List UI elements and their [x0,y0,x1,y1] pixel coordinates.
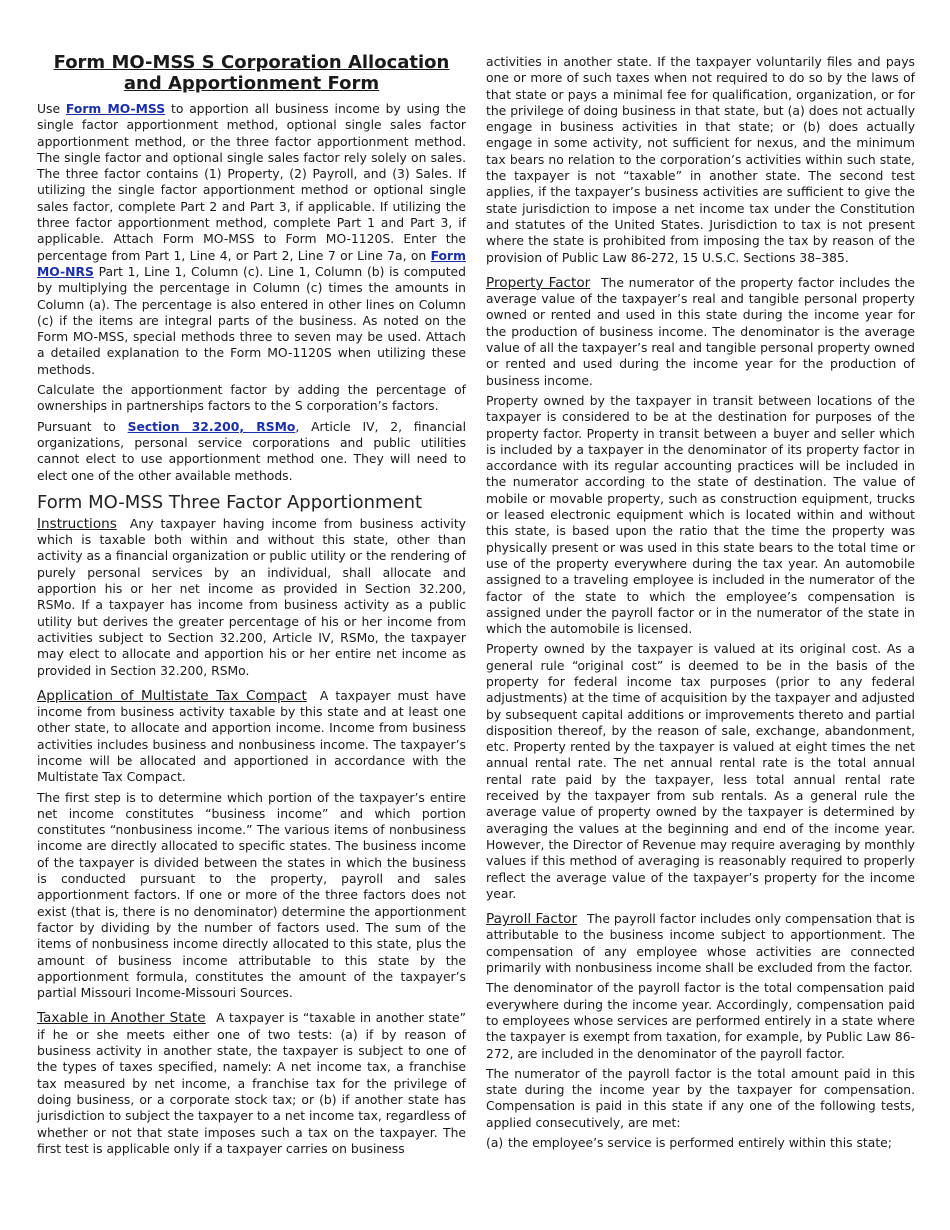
payroll-factor-text: The payroll factor includes only compensation that is attributable to the business income subject to apportionment. The compensation of any employee whose activities are connected primarily with nonbusiness income shall be excluded from the factor. [486,912,915,976]
instructions-paragraph [37,516,466,679]
list-item-label: (a) [486,1136,504,1150]
taxable-paragraph [37,1010,466,1157]
instructions-subheading: Instructions [37,515,117,532]
property-transit-paragraph: Property owned by the taxpayer in transit between locations of the taxpayer is considered to be at the destination for purposes of the property factor. Property in transit between a buyer and seller which is included by a taxpayer in the denominator of its property factor in accordance with its regular accounting practices will be included in the numerator according to the state of destination. The value of mobile or movable property, such as construction equipment, trucks or leased electronic equipment which is located within and without this state, is based upon the ratio that the time the property was physically present or was used in this state bears to the total time or use of the property everywhere during the tax year. An automobile assigned to a traveling employee is included in the numerator of the factor of the state to which the employee’s compensation is assigned under the payroll factor or in the numerator of the state in which the automobile is licensed. [486,393,915,637]
intro-text-start: Use [37,102,66,116]
property-factor-paragraph [486,275,915,389]
property-valuation-paragraph: Property owned by the taxpayer is valued at its original cost. As a general rule “original cost” is deemed to be in the basis of the property for federal income tax purposes (prior to any federal adjustments) at the time of acquisition by the taxpayer and adjusted by subsequent capital additions or improvements thereto and partial disposition thereof, by the reason of sale, exchange, abandonment, etc. Property rented by the taxpayer is valued at eight times the net annual rental rate. The net annual rental rate is the total annual rental rate paid by the taxpayer, less total annual rental rate received by the taxpayer from sub rentals. As a general rule the average value of property owned by the taxpayer is determined by averaging the values at the beginning and end of the income year. However, the Director of Revenue may require averaging by monthly values if this method of averaging is reasonably required to properly reflect the average value of the taxpayer’s property for the income year. [486,642,915,901]
intro-text-middle: to apportion all business income by using the single factor apportionment method, optional single sales factor apportionment method, or the three factor apportionment method. The single factor and optional single sales factor rely solely on sales. The three factor contains (1) Property, (2) Payroll, and (3) Sales. If utilizing the single factor apportionment method or optional single sales factor, complete Part 2 and Part 3, if applicable. If utilizing the three factor apportionment method, complete Part 1 and Part 3, if applicable. Attach Form MO-MSS to Form MO-1120S. Enter the percentage from Part 1, Line 4, or Part 2, Line 7 or Line 7a, on [37,102,467,263]
pursuant-text-start: Pursuant to [37,419,128,434]
list-item [486,1135,915,1151]
pursuant-text-end: , Article IV, 2, financial organizations, personal service corporations and public utilities cannot elect to use apportionment method one. They will need to elect one of the other available methods. [37,419,466,483]
first-step-paragraph: The first step is to determine which portion of the taxpayer’s entire net income constitutes “business income” and which portion constitutes “nonbusiness income.” The various items of nonbusiness income are directly allocated to specific states. The business income of the taxpayer is divided between the states in which the business is conducted pursuant to the property, payroll and sales apportionment factors. If one or more of the three factors does not exist (that is, there is no denominator) determine the apportionment factor by dividing by the number of factors used. The sum of the items of nonbusiness income directly allocated to this state, plus the amount of business income attributable to this state by the apportionment formula, constitutes the amount of the taxpayer’s partial Missouri Income-Missouri Sources. [37,790,466,1001]
page-title-line-2: and Apportionment Form [123,73,380,94]
partnership-paragraph: Calculate the apportionment factor by adding the percentage of ownerships in partnerships factors to the S corporation’s factors. [37,383,466,414]
property-factor-subheading: Property Factor [486,274,591,291]
taxable-subheading: Taxable in Another State [37,1010,206,1027]
instructions-text: Any taxpayer having income from business activity which is taxable both within and without this state, other than activity as a financial organization or public utility or the rendering of purely personal services by an individual, shall allocate and apportion his or her net income as provided in Section 32.200, RSMo. If a taxpayer has income from business activity as a public utility but derives the greater percentage of his or her income from activities subject to Section 32.200, Article IV, RSMo, the taxpayer may elect to allocate and apportion his or her entire net income as provided in Section 32.200, RSMo. [37,516,466,678]
right-column [486,54,915,1151]
list-item-text: the employee’s service is performed entirely within this state; [508,1136,892,1150]
intro-paragraph [37,101,466,378]
taxable-text: A taxpayer is “taxable in another state” if he or she meets either one of two tests: (a) if by reason of business activity in another state, the taxpayer is subject to one of the types of taxes specified, namely: A net income tax, a franchise tax measured by net income, a franchise tax for the privilege of doing business, or a corporate stock tax; or (b) if another state has jurisdiction to subject the taxpayer to a net income tax, regardless of whether or not that state imposes such a tax on the taxpayer. The first test is applicable only if a taxpayer carries on business [37,1011,466,1156]
intro-text-end: Part 1, Line 1, Column (c). Line 1, Column (b) is computed by multiplying the percentage in Column (c) times the amounts in Column (a). The percentage is also entered in other lines on Column (c) if the items are integral parts of the business. As noted on the Form MO-MSS, special methods three to seven may be used. Attach a detailed explanation to the Form MO-1120S when utilizing these methods. [37,264,466,377]
property-factor-text: The numerator of the property factor includes the average value of the taxpayer’s real and tangible personal property owned or rented and used in this state during the income year for the production of business income. The denominator is the average value of all the taxpayer’s real and tangible personal property owned or rented and used during the income year for the production of business income. [486,275,915,388]
compact-text: A taxpayer must have income from business activity taxable by this state and at least one other state, to allocate and apportion income. Income from business activities includes business and nonbusiness income. The taxpayer’s income will be allocated and apportioned in accordance with the Multistate Tax Compact. [37,688,466,785]
payroll-denominator-paragraph: The denominator of the payroll factor is the total compensation paid everywhere during the income year. Accordingly, compensation paid to employees whose services are performed entirely in a state where the taxpayer is exempt from taxation, for example, by Public Law 86-272, are included in the denominator of the payroll factor. [486,981,915,1061]
payroll-factor-subheading: Payroll Factor [486,911,578,928]
compact-paragraph [37,688,466,786]
form-mo-mss-link[interactable]: Form MO-MSS [65,102,166,116]
page-title [37,52,466,94]
payroll-numerator-paragraph: The numerator of the payroll factor is the total amount paid in this state during the income year by the taxpayer for compensation. Compensation is paid in this state if any one of the following tests, applied consecutively, are met: [486,1066,915,1130]
three-factor-heading: Form MO-MSS Three Factor Apportionment [37,491,423,513]
compact-subheading: Application of Multistate Tax Compact [37,687,307,704]
left-column [37,52,466,1161]
pursuant-paragraph [37,419,466,484]
form-mo-nrs-link[interactable]: Form MO-NRS [37,248,466,279]
taxable-continued-paragraph: activities in another state. If the taxpayer voluntarily files and pays one or more of such taxes when not required to do so by the laws of that state or pays a minimal fee for qualification, organization, or for the privilege of doing business in that state, but (a) does not actually engage in business activities in that state; or (b) does actually engage in some activity, not sufficient for nexus, and the minimum tax bears no relation to the corporation’s activities within such state, the taxpayer is not “taxable” in another state. The second test applies, if the taxpayer’s business activities are sufficient to give the state jurisdiction to impose a net income tax under the Constitution and statutes of the United States. Jurisdiction to tax is not present where the state is prohibited from imposing the tax by reason of the provision of Public Law 86-272, 15 U.S.C. Sections 38–385. [486,55,915,265]
payroll-factor-paragraph [486,911,915,976]
section-32-200-link[interactable]: Section 32.200, RSMo [127,419,296,434]
page-title-line-1: Form MO-MSS S Corporation Allocation [53,52,450,73]
